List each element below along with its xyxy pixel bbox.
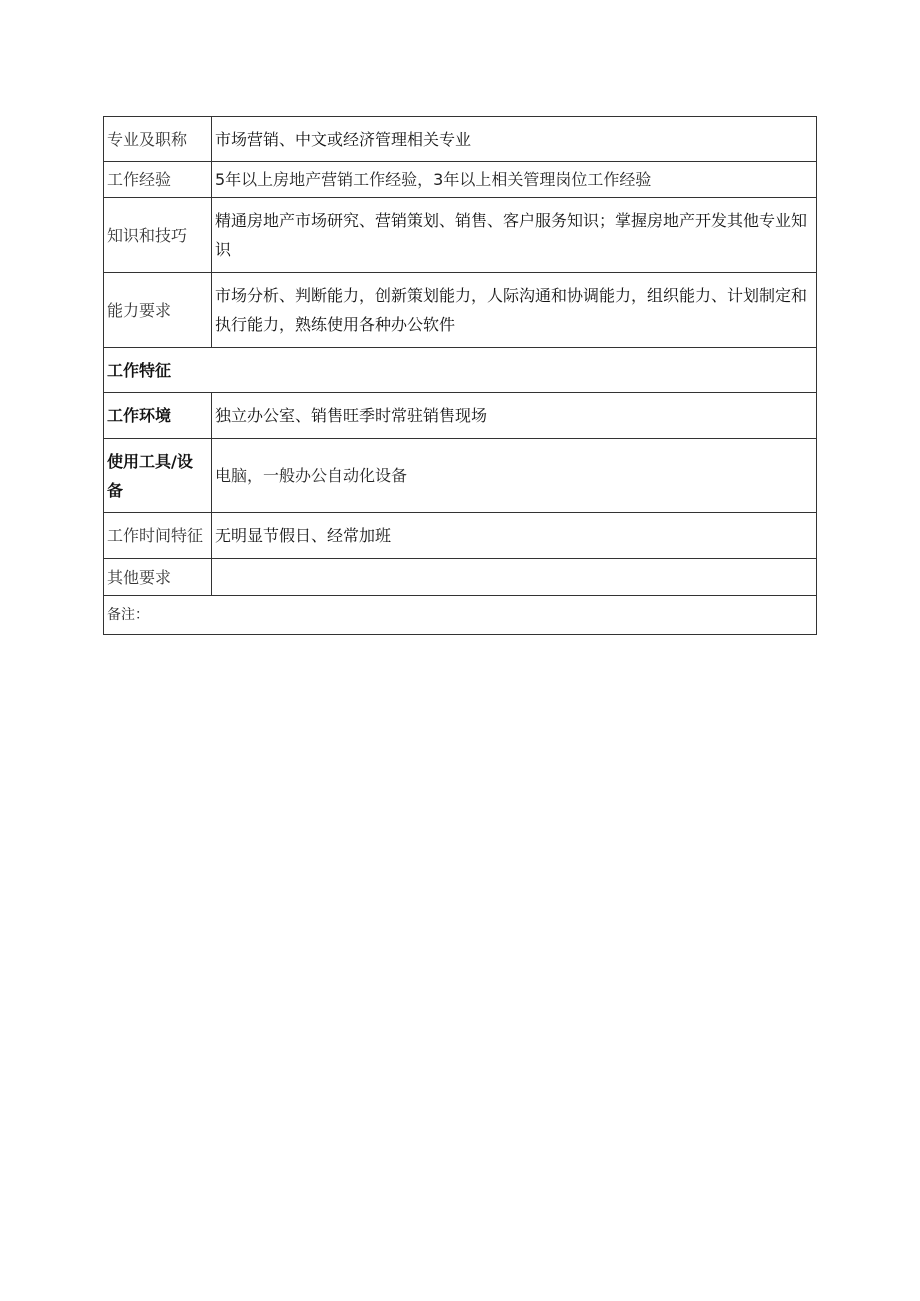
table-row <box>104 559 817 596</box>
row-value: 电脑，一般办公自动化设备 <box>212 439 817 513</box>
row-label: 工作时间特征 <box>104 513 212 559</box>
table-row <box>104 162 817 198</box>
row-label: 专业及职称 <box>104 117 212 162</box>
section-row <box>104 348 817 393</box>
row-value: 市场分析、判断能力，创新策划能力，人际沟通和协调能力，组织能力、计划制定和执行能力，熟练使用各种办公软件 <box>212 273 817 348</box>
note-label: 备注： <box>104 596 817 635</box>
row-label: 能力要求 <box>104 273 212 348</box>
section-title: 工作特征 <box>104 348 817 393</box>
table-row <box>104 273 817 348</box>
row-value: 无明显节假日、经常加班 <box>212 513 817 559</box>
table-row <box>104 513 817 559</box>
table-row <box>104 439 817 513</box>
row-value: 5年以上房地产营销工作经验，3年以上相关管理岗位工作经验 <box>212 162 817 198</box>
table-row <box>104 393 817 439</box>
note-row <box>104 596 817 635</box>
row-value <box>212 559 817 596</box>
row-value: 市场营销、中文或经济管理相关专业 <box>212 117 817 162</box>
table-row <box>104 198 817 273</box>
row-label: 使用工具/设备 <box>104 439 212 513</box>
row-label: 工作环境 <box>104 393 212 439</box>
row-value: 独立办公室、销售旺季时常驻销售现场 <box>212 393 817 439</box>
table-row <box>104 117 817 162</box>
row-label: 其他要求 <box>104 559 212 596</box>
row-value: 精通房地产市场研究、营销策划、销售、客户服务知识；掌握房地产开发其他专业知识 <box>212 198 817 273</box>
row-label: 工作经验 <box>104 162 212 198</box>
row-label: 知识和技巧 <box>104 198 212 273</box>
job-requirements-table <box>103 116 817 635</box>
